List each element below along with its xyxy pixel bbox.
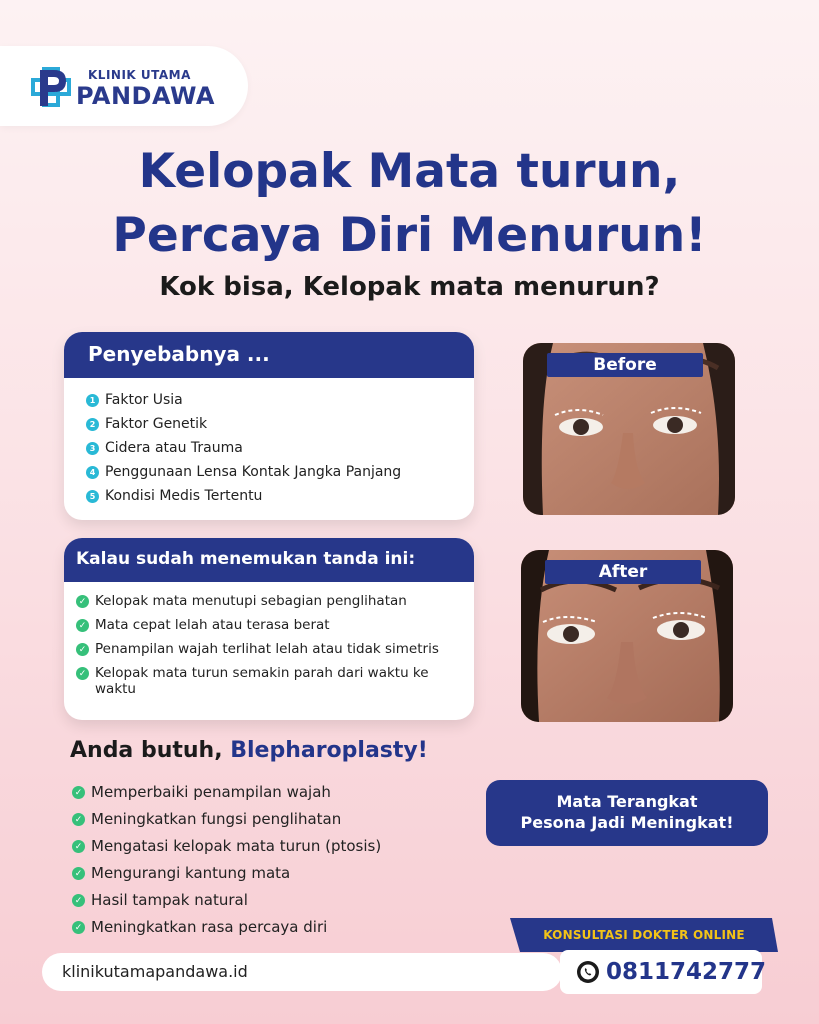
number-badge-icon: 1 — [86, 394, 99, 407]
check-circle-icon: ✓ — [72, 894, 85, 907]
benefit-text: Mengatasi kelopak mata turun (ptosis) — [91, 836, 382, 855]
cause-text: Cidera atau Trauma — [105, 440, 243, 456]
check-circle-icon: ✓ — [72, 786, 85, 799]
before-label: Before — [547, 353, 703, 377]
check-circle-icon: ✓ — [72, 813, 85, 826]
list-item — [86, 388, 401, 412]
benefit-text: Meningkatkan fungsi penglihatan — [91, 809, 342, 828]
cause-text: Faktor Usia — [105, 392, 183, 408]
signs-title: Kalau sudah menemukan tanda ini: — [64, 538, 474, 582]
benefit-text: Mengurangi kantung mata — [91, 863, 291, 882]
headline-line-2: Percaya Diri Menurun! — [112, 208, 707, 263]
cause-text: Penggunaan Lensa Kontak Jangka Panjang — [105, 464, 402, 480]
after-photo — [521, 550, 733, 722]
brand-name: PANDAWA — [76, 82, 215, 110]
after-label: After — [545, 560, 701, 584]
list-item — [76, 641, 446, 657]
phone-pill[interactable] — [560, 950, 767, 994]
list-item — [86, 412, 401, 436]
check-circle-icon: ✓ — [72, 921, 85, 934]
check-circle-icon: ✓ — [72, 840, 85, 853]
check-circle-icon: ✓ — [76, 643, 89, 656]
website-link[interactable]: klinikutamapandawa.id — [62, 962, 248, 981]
check-circle-icon: ✓ — [72, 867, 85, 880]
cause-text: Kondisi Medis Tertentu — [105, 488, 263, 504]
list-item — [72, 859, 381, 886]
list-item — [76, 617, 446, 633]
tagline-line-1: Mata Terangkat — [556, 792, 698, 811]
sign-text: Mata cepat lelah atau terasa berat — [95, 617, 330, 633]
whatsapp-icon — [576, 960, 600, 984]
signs-card — [64, 538, 474, 720]
list-item — [72, 832, 381, 859]
benefit-text: Memperbaiki penampilan wajah — [91, 782, 331, 801]
tagline-box — [486, 780, 768, 846]
check-circle-icon: ✓ — [76, 667, 89, 680]
list-item — [72, 805, 381, 832]
signs-list — [76, 593, 446, 705]
brand-logo — [0, 46, 248, 126]
sign-text: Kelopak mata turun semakin parah dari waktu ke waktu — [95, 665, 429, 697]
causes-list — [86, 388, 401, 508]
tagline-line-2: Pesona Jadi Meningkat! — [520, 813, 734, 832]
subheadline: Kok bisa, Kelopak mata menurun? — [159, 272, 660, 302]
sign-text: Kelopak mata menutupi sebagian penglihatan — [95, 593, 407, 609]
list-item — [72, 778, 381, 805]
before-photo — [523, 343, 735, 515]
website-pill[interactable] — [42, 953, 562, 991]
benefit-text: Hasil tampak natural — [91, 890, 248, 909]
headline-line-1: Kelopak Mata turun, — [138, 144, 681, 199]
number-badge-icon: 3 — [86, 442, 99, 455]
list-item — [72, 886, 381, 913]
list-item — [76, 593, 446, 609]
pandawa-logo-icon — [30, 66, 72, 108]
solution-lead: Anda butuh, — [70, 738, 231, 763]
benefit-text: Meningkatkan rasa percaya diri — [91, 917, 328, 936]
list-item — [72, 913, 381, 940]
number-badge-icon: 5 — [86, 490, 99, 503]
causes-title: Penyebabnya ... — [64, 332, 474, 378]
sign-text: Penampilan wajah terlihat lelah atau tidak simetris — [95, 641, 439, 657]
benefits-list — [72, 778, 381, 940]
list-item — [76, 665, 446, 697]
list-item — [86, 460, 401, 484]
solution-heading — [70, 738, 428, 763]
brand-small: KLINIK UTAMA — [88, 68, 191, 82]
check-circle-icon: ✓ — [76, 595, 89, 608]
consult-label: KONSULTASI DOKTER ONLINE — [543, 928, 745, 942]
list-item — [86, 436, 401, 460]
cause-text: Faktor Genetik — [105, 416, 208, 432]
list-item — [86, 484, 401, 508]
causes-card — [64, 332, 474, 520]
phone-number[interactable]: 0811742777 — [606, 959, 767, 985]
number-badge-icon: 2 — [86, 418, 99, 431]
number-badge-icon: 4 — [86, 466, 99, 479]
check-circle-icon: ✓ — [76, 619, 89, 632]
solution-highlight: Blepharoplasty! — [230, 738, 428, 763]
